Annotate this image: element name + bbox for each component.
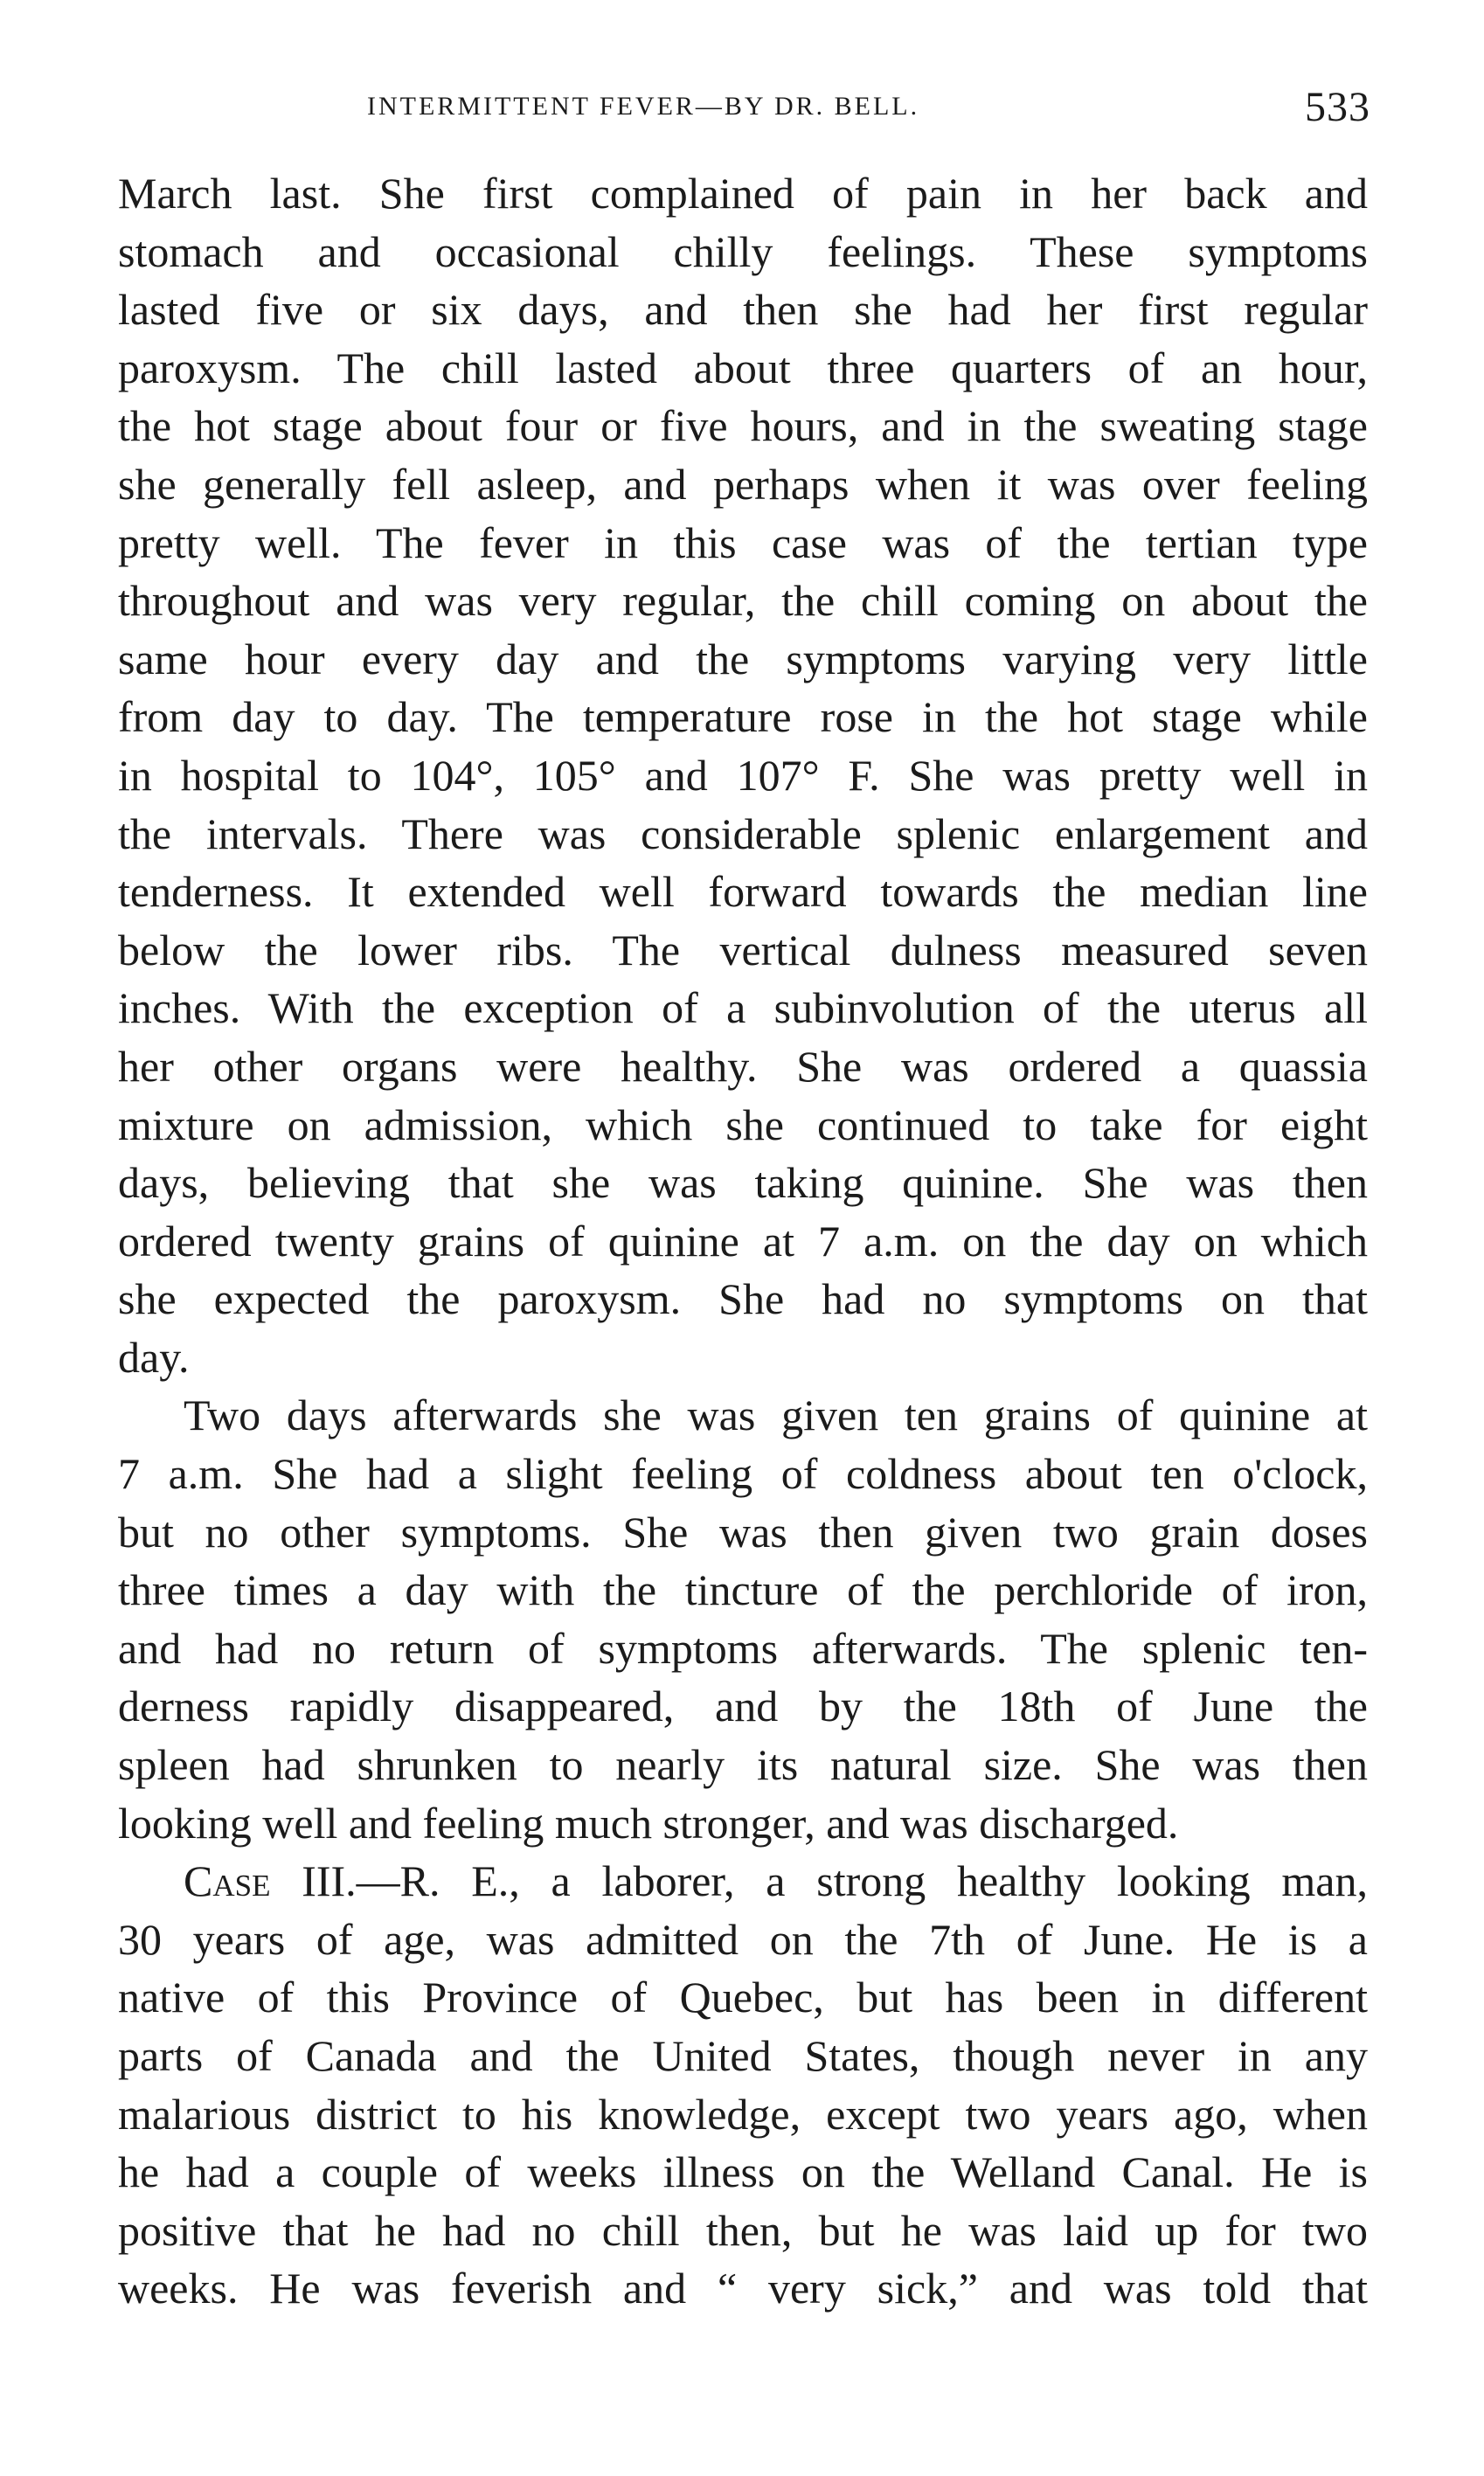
text-line: the hot stage about four or five hours, and in the sweating stage [118,401,1368,451]
text-line: days, believing that she was taking quinine. She was then [118,1158,1368,1208]
body-text [118,164,1368,2318]
case-heading: Case III. [184,1856,357,1906]
text-line: she generally fell asleep, and perhaps when it was over feeling [118,459,1368,509]
text-line: from day to day. The temperature rose in the hot stage while [118,692,1368,742]
text-line-continuation: —R. E., a laborer, a strong healthy looking man, [356,1856,1369,1906]
text-line: day. [118,1332,190,1382]
text-line: in hospital to 104°, 105° and 107° F. She was pretty well in [118,750,1368,800]
text-line: weeks. He was feverish and “ very sick,” and was told that [118,2264,1368,2313]
text-line: she expected the paroxysm. She had no symptoms on that [118,1274,1368,1324]
text-line: derness rapidly disappeared, and by the 18th of June the [118,1682,1368,1731]
text-line: mixture on admission, which she continued to take for eight [118,1099,1368,1149]
text-line: her other organs were healthy. She was ordered a quassia [118,1041,1368,1091]
text-line: malarious district to his knowledge, except two years ago, when [118,2089,1368,2139]
text-line: below the lower ribs. The vertical dulness measured seven [118,925,1368,974]
text-line: native of this Province of Quebec, but has been in different [118,1973,1368,2022]
text-line: parts of Canada and the United States, though never in any [118,2031,1368,2080]
text-line: 7 a.m. She had a slight feeling of coldness about ten o'clock, [118,1449,1368,1499]
text-line: paroxysm. The chill lasted about three quarters of an hour, [118,343,1368,392]
text-line: and had no return of symptoms afterwards. The splenic ten- [118,1623,1368,1673]
text-line [118,1852,1368,1911]
text-line: lasted five or six days, and then she had her first regular [118,285,1368,335]
running-header [0,83,1484,144]
text-line: throughout and was very regular, the chill coming on about the [118,576,1368,626]
text-line: Two days afterwards she was given ten grains of quinine at [184,1391,1368,1440]
text-line: ordered twenty grains of quinine at 7 a.m. on the day on which [118,1216,1368,1266]
text-line: pretty well. The fever in this case was of the tertian type [118,517,1368,567]
text-line: stomach and occasional chilly feelings. These symptoms [118,226,1368,276]
text-line: but no other symptoms. She was then given two grain doses [118,1507,1368,1557]
text-line: the intervals. There was considerable splenic enlargement and [118,808,1368,858]
text-line: spleen had shrunken to nearly its natural size. She was then [118,1740,1368,1790]
text-line: 30 years of age, was admitted on the 7th of June. He is a [118,1914,1368,1964]
text-line: tenderness. It extended well forward towards the median line [118,867,1368,917]
running-title: INTERMITTENT FEVER—BY DR. BELL. [367,92,920,121]
text-line: looking well and feeling much stronger, and was discharged. [118,1798,1179,1848]
text-line: inches. With the exception of a subinvolution of the uterus all [118,983,1368,1033]
page-number: 533 [1305,84,1370,130]
text-line: positive that he had no chill then, but he was laid up for two [118,2205,1368,2255]
text-line: March last. She first complained of pain in her back and [118,169,1368,218]
text-line: same hour every day and the symptoms varying very little [118,634,1368,683]
text-line: three times a day with the tincture of the perchloride of iron, [118,1565,1368,1615]
text-line: he had a couple of weeks illness on the Welland Canal. He is [118,2147,1368,2197]
